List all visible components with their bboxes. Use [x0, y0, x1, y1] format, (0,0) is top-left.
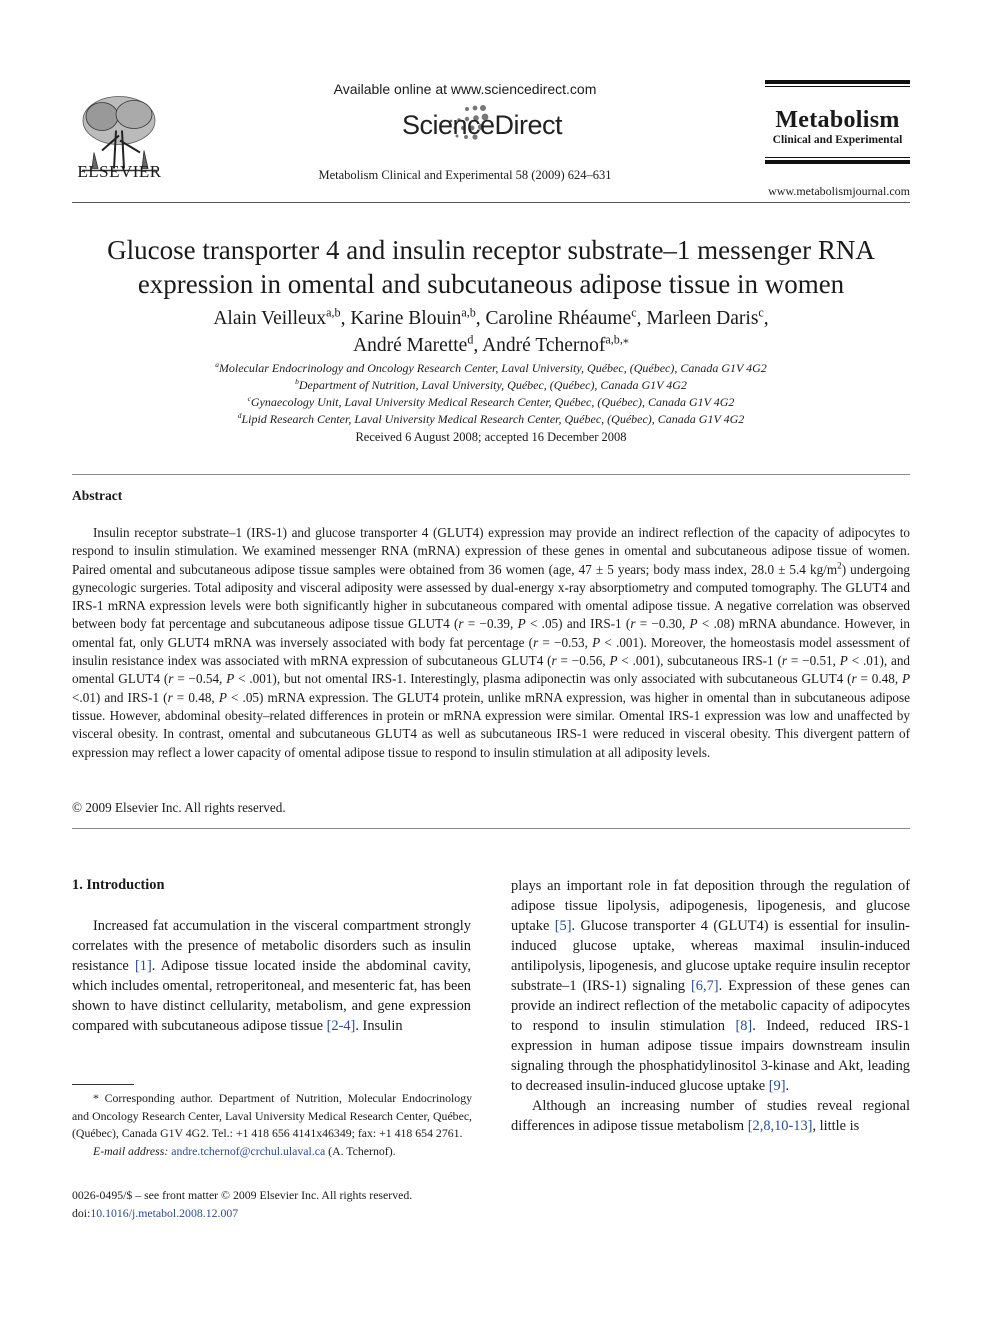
- citation-link[interactable]: [8]: [735, 1018, 753, 1034]
- journal-title: Metabolism: [775, 107, 900, 133]
- body-paragraph: plays an important role in fat deposition through the regulation of adipose tissue lipolysis, adipogenesis, lipogenesis, and glucose uptake [5]. Glucose transporter 4 (GLUT4) is essential for insulin-induced glucose uptake, whereas maximal insulin-induced antilipolysis, lipogenesis, and glucose uptake require insulin receptor substrate–1 (IRS-1) signaling [6,7]. Expression of these genes can provide an indirect reflection of the metabolic capacity of adipocytes to respond to insulin stimulation [8]. Indeed, reduced IRS-1 expression in human adipose tissue impairs downstream insulin signaling through the phosphatidylinositol 3-kinase and Akt, leading to decreased insulin-induced glucose uptake [9].: [511, 878, 911, 1094]
- copyright-notice: © 2009 Elsevier Inc. All rights reserved.: [72, 800, 286, 815]
- journal-rule: [765, 80, 910, 84]
- abstract-body: [72, 524, 910, 762]
- citation-link[interactable]: [6,7]: [691, 978, 719, 994]
- footnote-text: * Corresponding author. Department of Nutrition, Molecular Endocrinology and Oncology Research Center, Laval University Medical Research Center, Québec, (Québec), Canada G1V 4G2. Tel.: +1 418 656 4141x46349; fax: +1 418 654 2761.: [72, 1091, 472, 1140]
- citation-link[interactable]: [5]: [554, 918, 572, 934]
- journal-url[interactable]: www.metabolismjournal.com: [768, 184, 910, 198]
- author-list: Alain Veilleux$^{a,b}$, Karine Blouin$^{a,b}$, Caroline Rhéaume$^c$, Marleen Daris$^c$, André Marette$^d$, André Tchernof$^{a,b,⁎}$: [213, 305, 769, 356]
- publisher-name: ELSEVIER: [77, 162, 162, 181]
- doi-label: doi:: [72, 1205, 91, 1220]
- abstract-divider-bottom: [72, 828, 910, 829]
- paper-title-line: expression in omental and subcutaneous adipose tissue in women: [137, 269, 845, 299]
- author-affiliation-mark[interactable]: c: [631, 305, 637, 320]
- journal-citation: Metabolism Clinical and Experimental 58 (2009) 624–631: [318, 168, 612, 182]
- header-divider: [72, 202, 910, 203]
- journal-rule: [765, 157, 910, 158]
- abstract-divider-top: [72, 474, 910, 475]
- affiliation-list: [72, 360, 910, 428]
- journal-rule: [765, 160, 910, 164]
- journal-rule: [765, 86, 910, 87]
- author-name: André Marette: [353, 335, 468, 356]
- paper-title: [72, 233, 910, 301]
- body-paragraph: Increased fat accumulation in the visceral compartment strongly correlates with the presence of metabolic disorders such as insulin resistance [1]. Adipose tissue located inside the abdominal cavity, which includes omental, retroperitoneal, and mesenteric fat, has been shown to have distinct cellularity, metabolism, and gene expression compared with subcutaneous adipose tissue [2-4]. Insulin: [72, 918, 471, 1034]
- author-affiliation-mark[interactable]: a,b: [326, 305, 341, 320]
- front-matter-line: 0026-0495/$ – see front matter © 2009 Elsevier Inc. All rights reserved.: [72, 1188, 413, 1202]
- abstract-paragraph: Insulin receptor substrate–1 (IRS-1) and glucose transporter 4 (GLUT4) expression may provide an indirect reflection of the capacity of adipocytes to respond to insulin stimulation. We examined messenger RNA (mRNA) expression of these genes in omental and subcutaneous adipose tissue of women. Paired omental and subcutaneous adipose tissue samples were obtained from 36 women (age, 47 ± 5 years; body mass index, 28.0 ± 5.4 $kg/m^2$) undergoing gynecologic surgeries. Total adiposity and visceral adiposity were assessed by dual-energy x-ray absorptiometry and computed tomography. The GLUT4 and IRS-1 mRNA expression levels were both significantly higher in subcutaneous compared with omental adipose tissue. A negative correlation was observed between body fat percentage and subcutaneous adipose tissue GLUT4 (r = −0.39, P < .05) and IRS-1 (r = −0.30, P < .08) mRNA abundance. However, in omental fat, only GLUT4 mRNA was inversely associated with body fat percentage (r = −0.53, P < .001). Moreover, the homeostasis model assessment of insulin resistance index was associated with mRNA expression of subcutaneous GLUT4 (r = −0.56, P < .001), subcutaneous IRS-1 (r = −0.51, P < .01), and omental GLUT4 (r = −0.54, P < .001), but not omental IRS-1. Interestingly, plasma adiponectin was only associated with subcutaneous GLUT4 (r = 0.48, P <.01) and IRS-1 (r = 0.48, P < .05) mRNA expression. The GLUT4 protein, unlike mRNA expression, was higher in omental than in subcutaneous adipose tissue. However, abdominal obesity–related differences in protein or mRNA expression were similar. Omental IRS-1 expression was low and unaffected by visceral obesity. In contrast, omental and subcutaneous GLUT4 as well as subcutaneous IRS-1 were reduced in visceral obesity. This divergent pattern of expression may reflect a lower capacity of omental adipose tissue to respond to insulin stimulation at all adiposity levels.: [72, 525, 911, 760]
- paper-title-line: Glucose transporter 4 and insulin receptor substrate–1 messenger RNA: [107, 235, 875, 265]
- issn-block: [72, 1187, 492, 1222]
- citation-link[interactable]: [2,8,10-13]: [747, 1118, 813, 1134]
- body-column-left: [72, 916, 471, 1036]
- affiliation: $^b$Department of Nutrition, Laval University, Québec, (Québec), Canada G1V 4G2: [295, 377, 687, 392]
- author-name: Alain Veilleux: [213, 308, 327, 329]
- author-affiliation-mark[interactable]: a,b,⁎: [605, 332, 629, 347]
- email-label: E-mail address:: [93, 1143, 169, 1158]
- corresponding-author-footnote: [72, 1090, 472, 1160]
- body-paragraph: Although an increasing number of studies reveal regional differences in adipose tissue metabolism [2,8,10-13], little is: [511, 1098, 910, 1134]
- citation-link[interactable]: [2-4]: [326, 1018, 356, 1034]
- author-affiliation-mark[interactable]: c: [758, 305, 764, 320]
- citation-link[interactable]: [9]: [768, 1078, 786, 1094]
- abstract-heading: Abstract: [72, 488, 123, 503]
- email-link[interactable]: andre.tchernof@crchul.ulaval.ca: [171, 1143, 326, 1158]
- footnote-rule: [72, 1084, 134, 1085]
- journal-subtitle: Clinical and Experimental: [772, 134, 903, 146]
- affiliation: $^d$Lipid Research Center, Laval University Medical Research Center, Québec, (Québec), Canada G1V 4G2: [237, 411, 745, 426]
- author-name: André Tchernof: [482, 335, 606, 356]
- author-affiliation-mark[interactable]: d: [467, 332, 474, 347]
- available-online-text: Available online at www.sciencedirect.com: [333, 81, 597, 97]
- email-suffix: (A. Tchernof).: [328, 1143, 396, 1158]
- citation-link[interactable]: [1]: [134, 958, 152, 974]
- author-name: Marleen Daris: [646, 308, 759, 329]
- affiliation: $^a$Molecular Endocrinology and Oncology Research Center, Laval University, Québec, (Québec), Canada G1V 4G2: [215, 360, 767, 375]
- author-name: Karine Blouin: [350, 308, 462, 329]
- sciencedirect-brand: ScienceDirect: [402, 110, 563, 140]
- author-name: Caroline Rhéaume: [485, 308, 632, 329]
- affiliation: $^c$Gynaecology Unit, Laval University Medical Research Center, Québec, (Québec), Canada G1V 4G2: [247, 394, 735, 409]
- author-affiliation-mark[interactable]: a,b: [461, 305, 476, 320]
- doi-link[interactable]: 10.1016/j.metabol.2008.12.007: [90, 1205, 239, 1220]
- body-column-right: [511, 876, 910, 1136]
- section-heading-introduction: 1. Introduction: [72, 877, 165, 893]
- received-dates: Received 6 August 2008; accepted 16 December 2008: [355, 430, 627, 444]
